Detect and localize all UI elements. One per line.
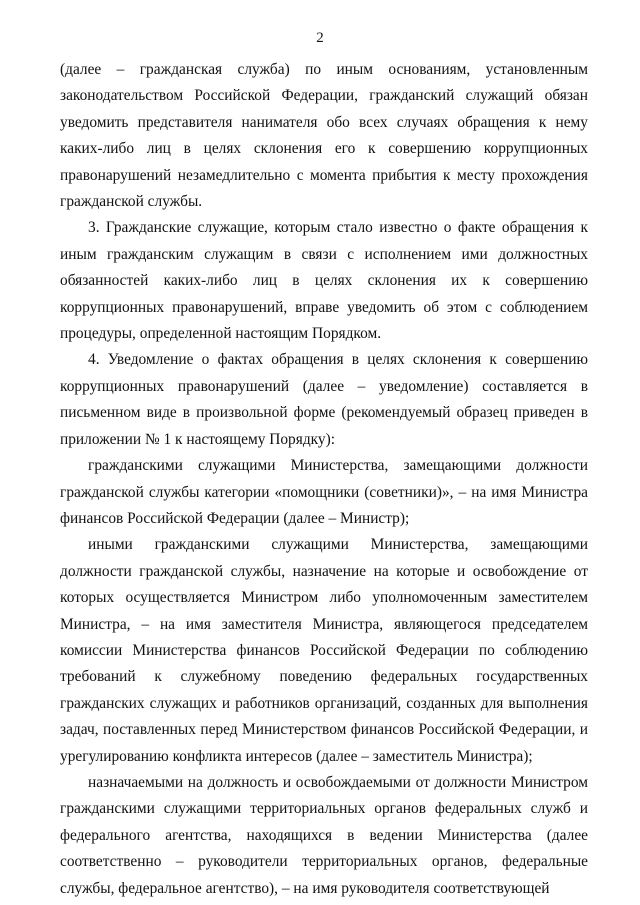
paragraph-continuation: (далее – гражданская служба) по иным основаниям, установленным законодательством Российской Федерации, гражданский служащий обязан уведомить представителя нанимателя обо всех случаях обращения к нему каких-либо лиц в целях склонения его к совершению коррупционных правонарушений незамедлительно с момента прибытия к месту прохождения гражданской службы. — [60, 61, 588, 211]
paragraph-territorial-bodies: назначаемыми на должность и освобождаемыми от должности Министром гражданскими служащими территориальных органов федеральных служб и федерального агентства, находящихся в ведении Министерства (далее соответственно – руководители территориальных органов, федеральные службы, федеральное агентство), – на имя руководителя соответствующей — [60, 773, 588, 897]
paragraph-assistants: гражданскими служащими Министерства, замещающими должности гражданской службы категории «помощники (советники)», – на имя Министра финансов Российской Федерации (далее – Министр); — [60, 457, 588, 527]
page-number: 2 — [316, 30, 324, 46]
document-body — [60, 57, 588, 902]
paragraph-item-3: 3. Гражданские служащие, которым стало известно о факте обращения к иным гражданским служащим в связи с исполнением ими должностных обязанностей каких-либо лиц в целях склонения их к совершению коррупционных правонарушений, вправе уведомить об этом с соблюдением процедуры, определенной настоящим Порядком. — [60, 219, 588, 343]
paragraph-other-employees: иными гражданскими служащими Министерства, замещающими должности гражданской службы, назначение на которые и освобождение от которых осуществляется Министром либо уполномоченным заместителем Министра, – на имя заместителя Министра, являющегося председателем комиссии Министерства финансов Российской Федерации по соблюдению требований к служебному поведению федеральных государственных гражданских служащих и работников организаций, созданных для выполнения задач, поставленных перед Министерством финансов Российской Федерации, и урегулированию конфликта интересов (далее – заместитель Министра); — [60, 536, 588, 765]
paragraph-item-4: 4. Уведомление о фактах обращения в целях склонения к совершению коррупционных правонарушений (далее – уведомление) составляется в письменном виде в произвольной форме (рекомендуемый образец приведен в приложении № 1 к настоящему Порядку): — [60, 351, 588, 448]
